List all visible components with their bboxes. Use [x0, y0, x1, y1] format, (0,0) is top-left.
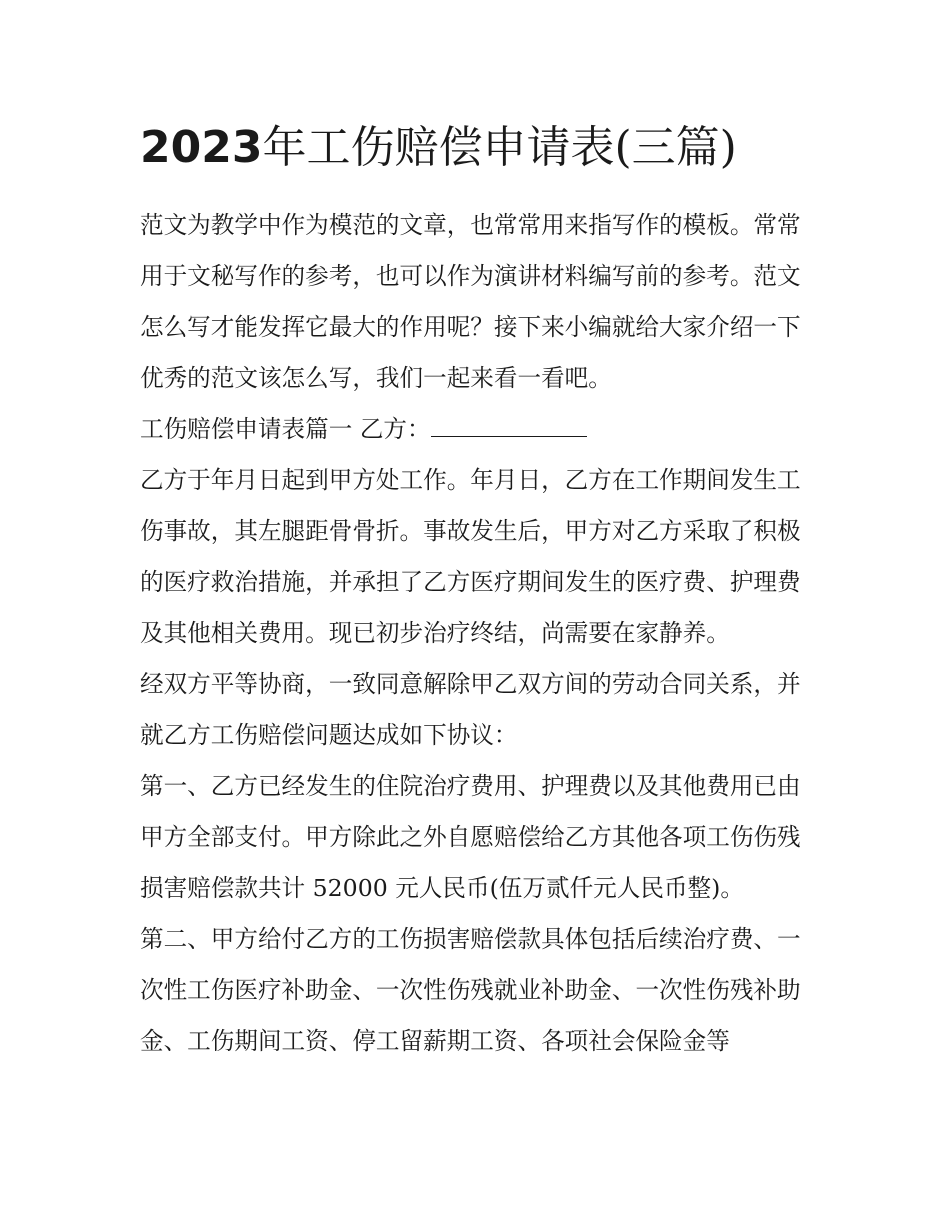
- paragraph-4: 第二、甲方给付乙方的工伤损害赔偿款具体包括后续治疗费、一次性工伤医疗补助金、一次性伤残就业补助金、一次性伤残补助金、工伤期间工资、停工留薪期工资、各项社会保险金等: [140, 925, 801, 1055]
- paragraph-2: 经双方平等协商，一致同意解除甲乙双方间的劳动合同关系，并就乙方工伤赔偿问题达成如下协议：: [140, 670, 801, 749]
- paragraph-1: 乙方于年月日起到甲方处工作。年月日，乙方在工作期间发生工伤事故，其左腿距骨骨折。事故发生后，甲方对乙方采取了积极的医疗救治措施，并承担了乙方医疗期间发生的医疗费、护理费及其他相关费用。现已初步治疗终结，尚需要在家静养。: [140, 466, 801, 647]
- document-title: [140, 118, 840, 178]
- section-heading: [140, 404, 815, 455]
- section-heading-text: 工伤赔偿申请表篇一 乙方：: [140, 415, 431, 443]
- document-body: [140, 200, 815, 1067]
- paragraph-3: 第一、乙方已经发生的住院治疗费用、护理费以及其他费用已由甲方全部支付。甲方除此之外自愿赔偿给乙方其他各项工伤伤残损害赔偿款共计 52000 元人民币(伍万贰仟元人民币整)。: [140, 772, 801, 902]
- fill-in-blank: [431, 406, 587, 437]
- title-year: 2023: [140, 122, 263, 173]
- title-text: 年工伤赔偿申请表(三篇): [262, 122, 737, 173]
- intro-paragraph: 范文为教学中作为模范的文章，也常常用来指写作的模板。常常用于文秘写作的参考，也可以作为演讲材料编写前的参考。范文怎么写才能发挥它最大的作用呢？接下来小编就给大家介绍一下优秀的范文该怎么写，我们一起来看一看吧。: [140, 211, 801, 392]
